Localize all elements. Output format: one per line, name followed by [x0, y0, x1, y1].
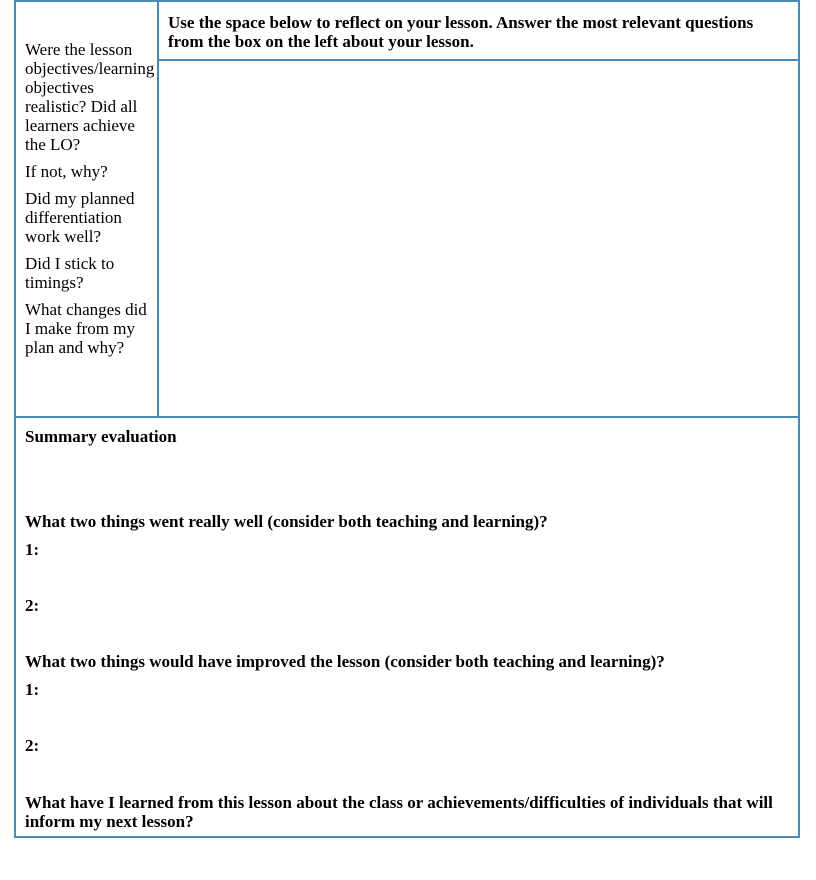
column-divider	[157, 2, 159, 416]
reflection-form	[14, 0, 800, 838]
improved-question: What two things would have improved the lesson (consider both teaching and learning)?	[25, 652, 665, 671]
improved-item-1: 1:	[25, 680, 40, 699]
summary-title: Summary evaluation	[25, 427, 177, 446]
section-divider	[16, 416, 800, 418]
improved-item-2: 2:	[25, 736, 40, 755]
went-well-item-2: 2:	[25, 596, 40, 615]
question-objectives: Were the lesson objectives/learning objectives realistic? Did all learners achieve the LO?	[25, 40, 155, 154]
learned-question: What have I learned from this lesson about the class or achievements/difficulties of individuals that will inform my next lesson?	[25, 793, 773, 831]
went-well-question: What two things went really well (consider both teaching and learning)?	[25, 512, 548, 531]
question-changes: What changes did I make from my plan and why?	[25, 300, 147, 357]
question-if-not: If not, why?	[25, 162, 108, 181]
header-divider	[157, 59, 800, 61]
question-timings: Did I stick to timings?	[25, 254, 115, 292]
went-well-item-1: 1:	[25, 540, 40, 559]
question-differentiation: Did my planned differentiation work well?	[25, 189, 135, 246]
reflection-questions	[25, 40, 155, 365]
reflection-header: Use the space below to reflect on your lesson. Answer the most relevant questions from the box on the left about your lesson.	[168, 13, 754, 51]
